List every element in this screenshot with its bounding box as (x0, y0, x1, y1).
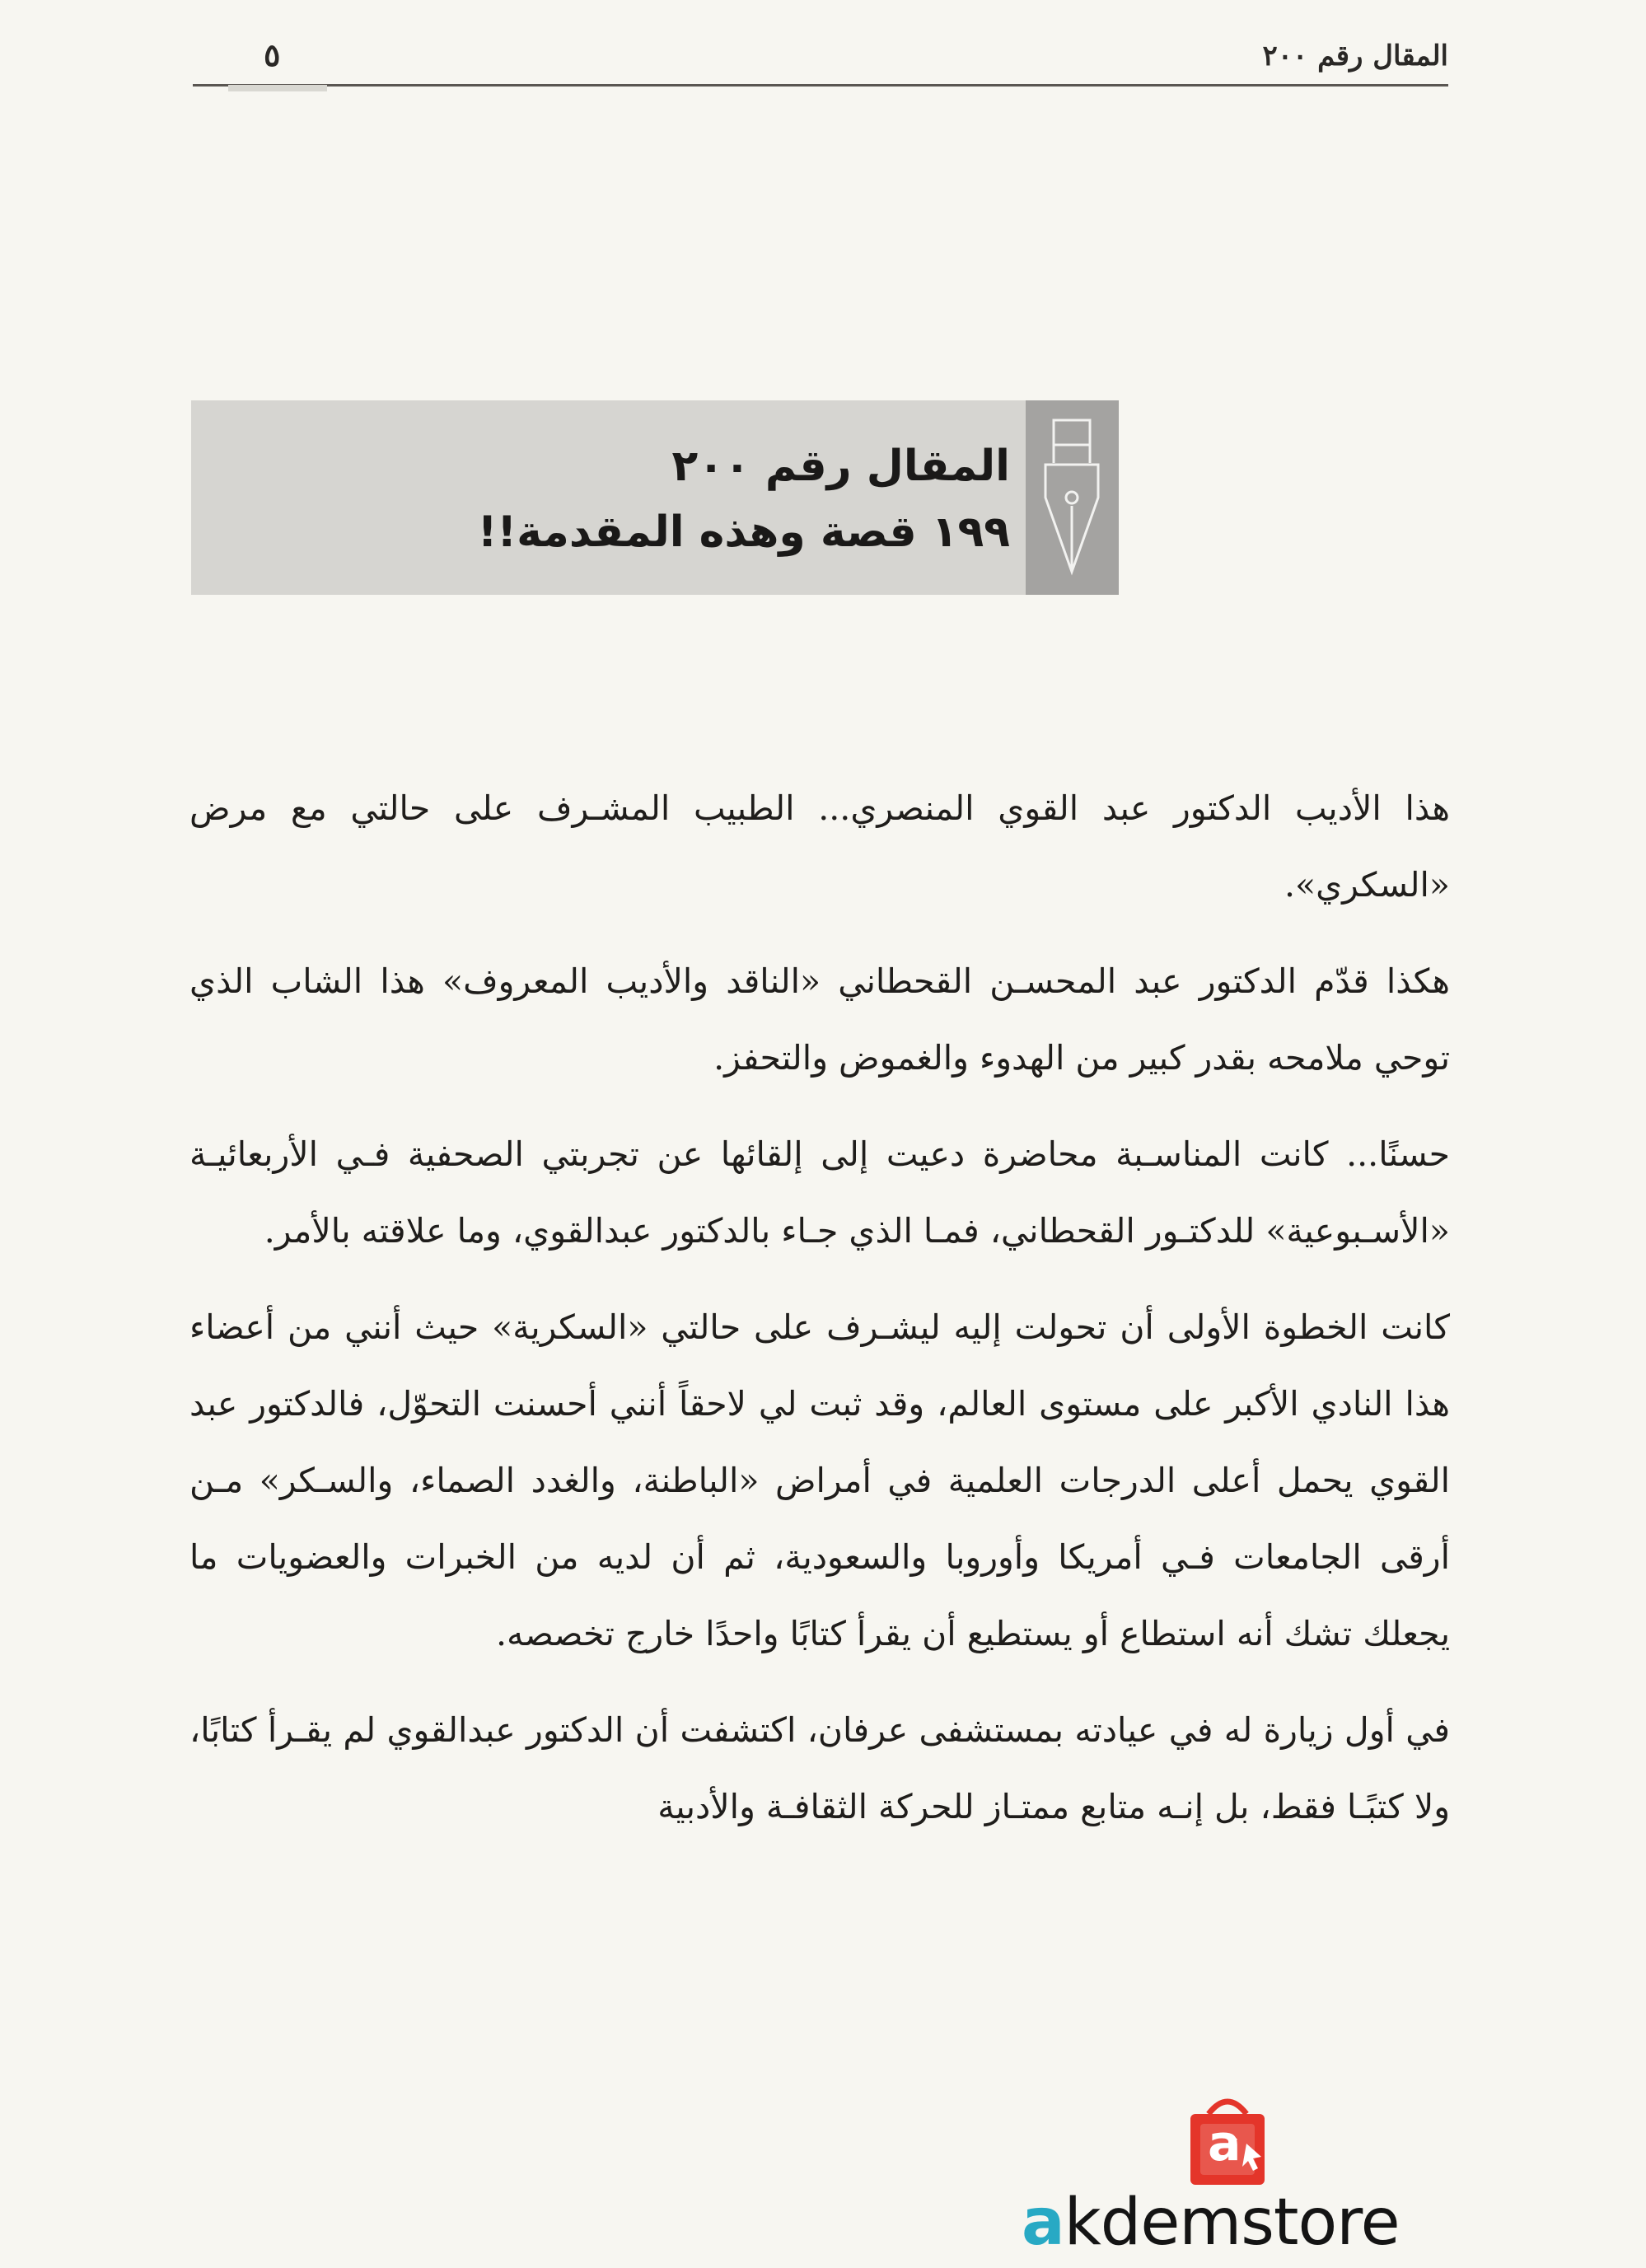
article-title-line-2: ١٩٩ قصة وهذه المقدمة!! (477, 507, 1010, 557)
running-header (193, 33, 1448, 87)
akdemstore-watermark (1022, 2093, 1450, 2260)
paragraph-5: في أول زيارة له في عيادته بمستشفى عرفان، اكتشفت أن الدكتور عبدالقوي لم يقـرأ كتابًا، ولا كتبًـا فقط، بل إنـه متابع ممتـاز للحركة الثقافـة والأدبية (189, 1710, 1450, 1826)
article-title (478, 433, 1010, 565)
brand-wordmark (1022, 2183, 1450, 2262)
paragraph-2: هكذا قدّم الدكتور عبد المحسـن القحطاني «الناقد والأديب المعروف» هذا الشاب الذي توحي ملامحه بقدر كبير من الهدوء والغموض والتحفز. (189, 961, 1450, 1078)
paragraph-4: كانت الخطوة الأولى أن تحولت إليه ليشـرف على حالتي «السكرية» حيث أنني من أعضاء هذا النادي الأكبر على مستوى العالم، وقد ثبت لي لاحقاً أنني أحسنت التحوّل، فالدكتور عبد القوي يحمل أعلى الدرجات العلمية في أمراض «الباطنة، والغدد الصماء، والسـكر» مـن أرقى الجامعات فـي أمريكا وأوروبا والسعودية، ثم أن لديه من الخبرات والعضويات ما يجعلك تشك أنه استطاع أو يستطيع أن يقرأ كتابًا واحدًا خارج تخصصه. (189, 1307, 1450, 1653)
fountain-pen-nib-icon (1037, 415, 1106, 580)
running-title: المقال رقم ٢٠٠ (1262, 40, 1448, 72)
badge-letter: a (1208, 2115, 1242, 2172)
page-number: ٥ (264, 36, 281, 73)
paragraph-1: هذا الأديب الدكتور عبد القوي المنصري... الطبيب المشـرف على حالتي مع مرض «السكري». (189, 788, 1450, 905)
article-body (189, 770, 1450, 1865)
brand-rest: kdemstore (1064, 2186, 1400, 2260)
paragraph-3: حسنًا... كانت المناسـبة محاضرة دعيت إلى إلقائها عن تجربتي الصحفية فـي الأربعائيـة «الأسـبوعية» للدكتـور القحطاني، فمـا الذي جـاء بالدكتور عبدالقوي، وما علاقته بالأمر. (189, 1134, 1450, 1251)
header-smudge (228, 85, 327, 91)
brand-a: a (1022, 2186, 1064, 2260)
title-side-panel (1026, 400, 1119, 595)
article-title-box (191, 400, 1119, 595)
article-title-line-1: المقال رقم ٢٠٠ (671, 442, 1010, 491)
